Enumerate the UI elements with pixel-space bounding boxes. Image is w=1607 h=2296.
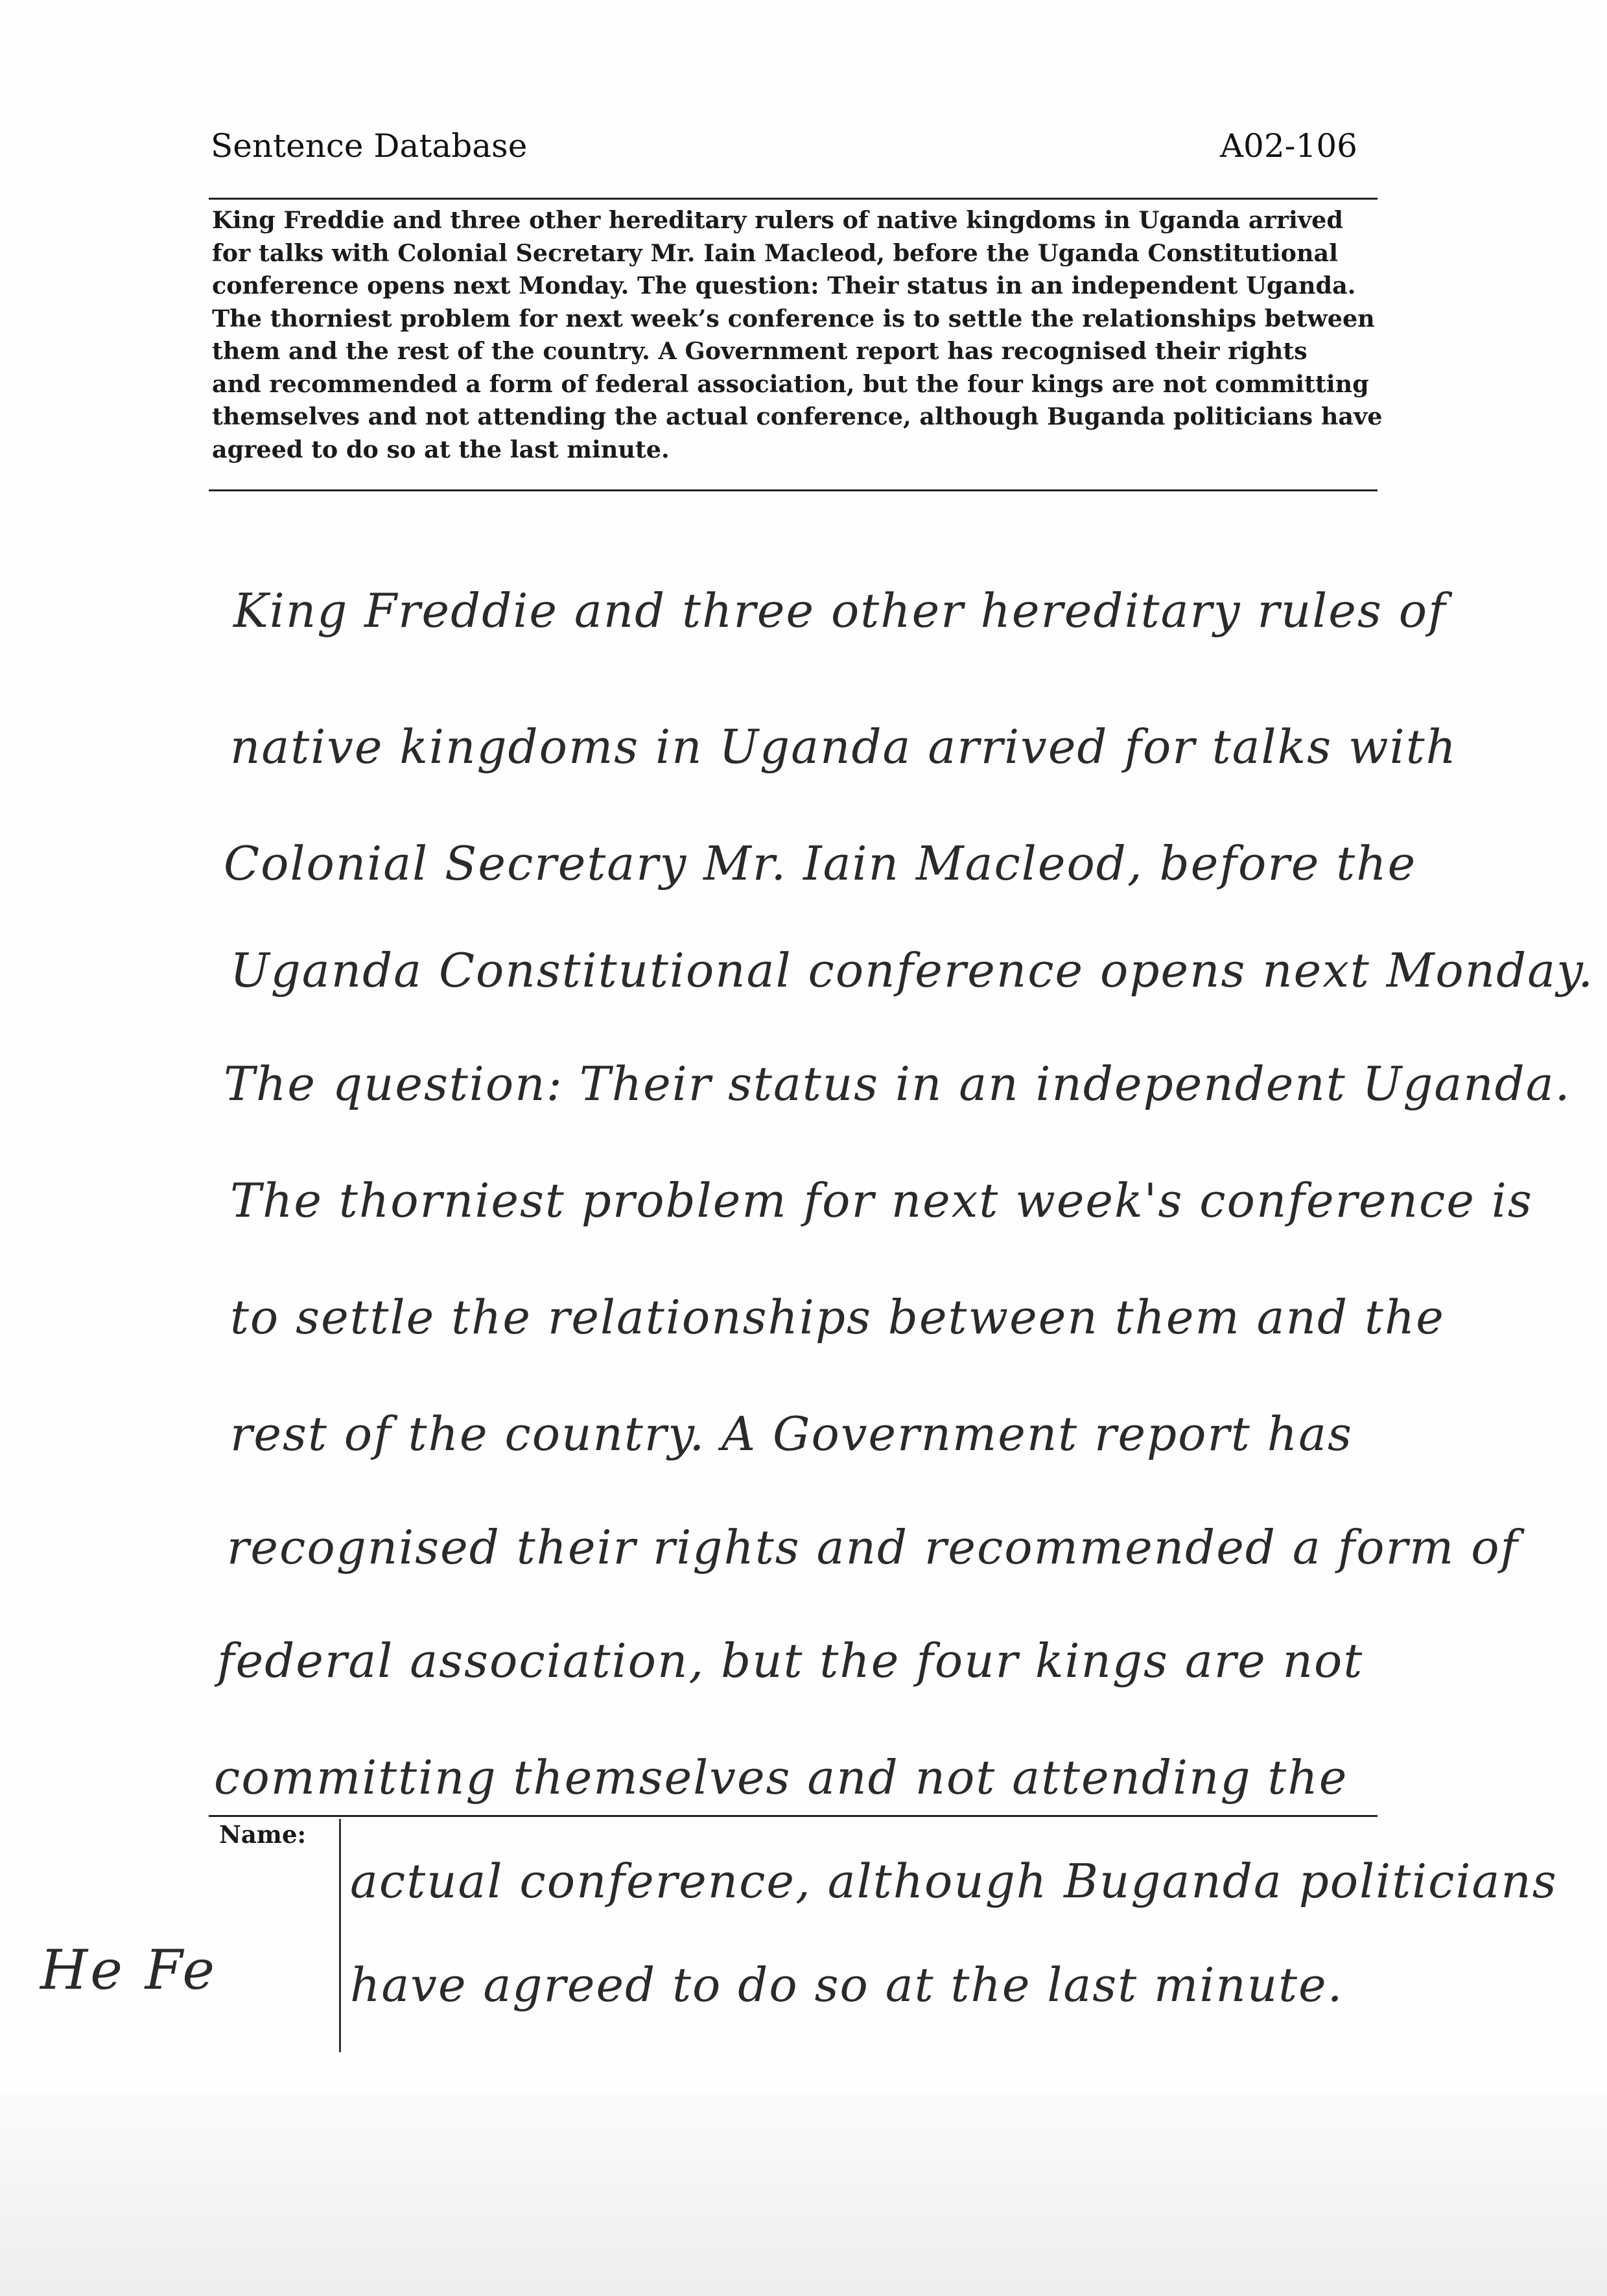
top-rule <box>209 198 1378 200</box>
printed-line: conference opens next Monday. The question: Their status in an independent Uganda. <box>212 272 1356 299</box>
name-divider <box>339 1819 341 2052</box>
printed-line: The thorniest problem for next week’s conference is to settle the relationships between <box>212 304 1375 333</box>
handwritten-line: The question: Their status in an independent Uganda. <box>224 1057 1571 1111</box>
handwritten-line: actual conference, although Buganda politicians <box>350 1854 1558 1908</box>
handwritten-line: Colonial Secretary Mr. Iain Macleod, before the <box>224 836 1417 891</box>
form-id: A02-106 <box>1219 127 1357 165</box>
middle-rule <box>209 489 1378 491</box>
handwritten-line: federal association, but the four kings are not <box>217 1634 1364 1688</box>
printed-line: for talks with Colonial Secretary Mr. Iain Macleod, before the Uganda Constitutional <box>212 239 1339 267</box>
handwritten-line: recognised their rights and recommended a form of <box>227 1520 1519 1575</box>
handwritten-line: King Freddie and three other hereditary rules of <box>233 583 1447 638</box>
name-label: Name: <box>219 1820 307 1849</box>
printed-line: them and the rest of the country. A Government report has recognised their rights <box>212 337 1308 365</box>
handwritten-line: rest of the country. A Government report has <box>230 1407 1353 1461</box>
printed-line: and recommended a form of federal association, but the four kings are not committing <box>212 369 1369 398</box>
printed-line: themselves and not attending the actual conference, although Buganda politicians have <box>212 403 1383 430</box>
printed-text-block <box>212 204 1383 466</box>
printed-line: King Freddie and three other hereditary rulers of native kingdoms in Uganda arrived <box>212 206 1343 234</box>
handwritten-line: committing themselves and not attending the <box>214 1750 1348 1805</box>
scan-shadow <box>0 2094 1607 2296</box>
page-title: Sentence Database <box>211 127 528 165</box>
handwritten-line: have agreed to do so at the last minute. <box>350 1958 1344 2012</box>
handwritten-line: native kingdoms in Uganda arrived for talks with <box>230 720 1458 774</box>
printed-line: agreed to do so at the last minute. <box>212 435 670 463</box>
handwritten-line: to settle the relationships between them and the <box>230 1290 1445 1344</box>
handwritten-line: Uganda Constitutional conference opens next Monday. <box>230 943 1595 998</box>
writer-signature: He Fe <box>40 1938 218 2002</box>
handwritten-line: The thorniest problem for next week's conference is <box>230 1173 1533 1228</box>
bottom-rule <box>209 1815 1378 1817</box>
